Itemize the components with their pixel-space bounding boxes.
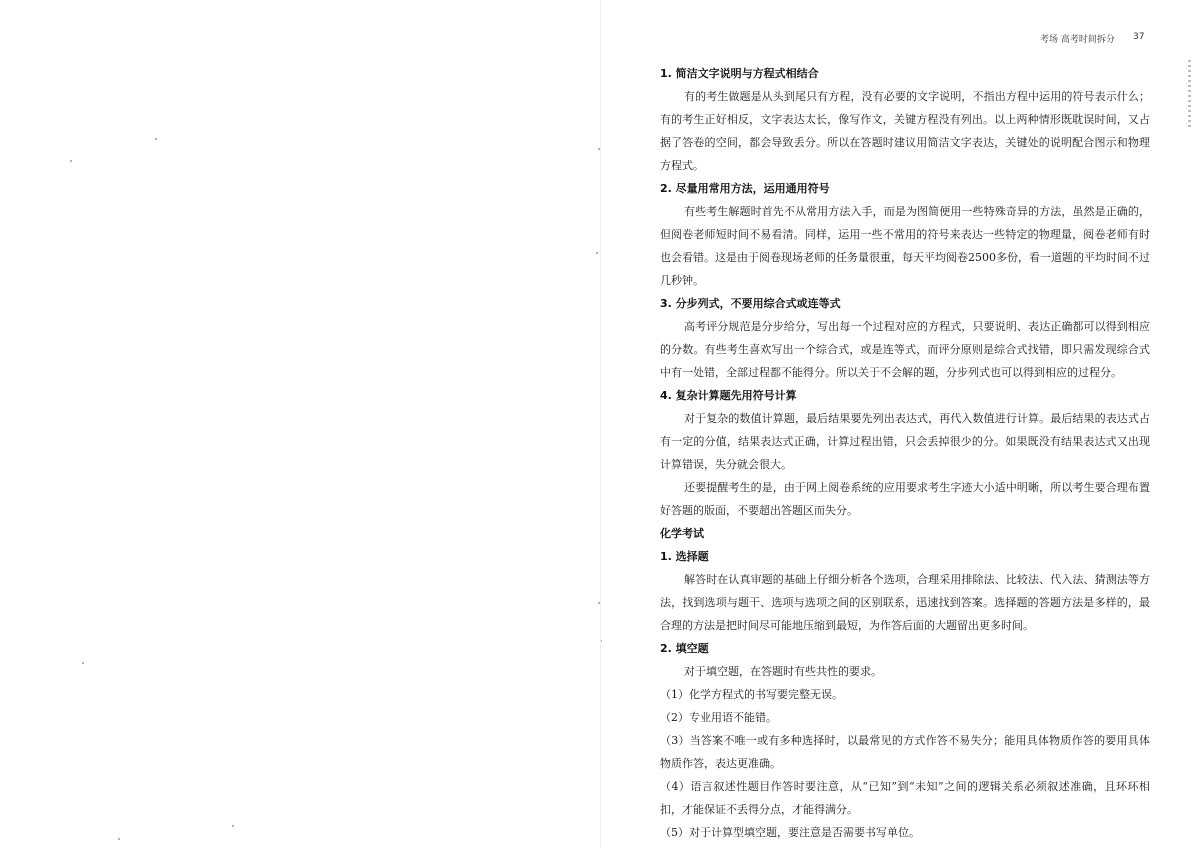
list-item: （3）当答案不唯一或有多种选择时，以最常见的方式作答不易失分；能用具体物质作答的要用具体物质作答，表达更准确。 [660,734,1150,770]
list-item: （5）对于计算型填空题，要注意是否需要书写单位。 [660,826,920,839]
paragraph: 有些考生解题时首先不从常用方法入手，而是为图简便用一些特殊奇异的方法，虽然是正确的，但阅卷老师短时间不易看清。同样，运用一些不常用的符号来表达一些特定的物理量，阅卷老师有时也会看错。这是由于阅卷现场老师的任务量很重，每天平均阅卷2500多份，看一道题的平均时间不过几秒钟。 [660,205,1150,287]
scan-edge-marks [1188,60,1191,130]
page-number: 37 [1133,32,1145,42]
paragraph: 对于填空题，在答题时有些共性的要求。 [684,665,882,678]
scan-speck [82,662,84,664]
scan-speck [232,825,234,827]
list-item: （4）语言叙述性题目作答时要注意，从“已知”到“未知”之间的逻辑关系必须叙述准确，且环环相扣，才能保证不丢得分点，才能得满分。 [660,780,1150,816]
page-content [660,62,1150,844]
paragraph: 解答时在认真审题的基础上仔细分析各个选项，合理采用排除法、比较法、代入法、猜测法等方法，找到选项与题干、选项与选项之间的区别联系，迅速找到答案。选择题的答题方法是多样的，最合理的方法是把时间尽可能地压缩到最短，为作答后面的大题留出更多时间。 [660,573,1150,632]
subject-heading: 化学考试 [660,527,704,540]
scan-speck [70,160,72,162]
paragraph: 有的考生做题是从头到尾只有方程，没有必要的文字说明，不指出方程中运用的符号表示什么；有的考生正好相反，文字表达太长，像写作文，关键方程没有列出。以上两种情形既耽误时间，又占据了答卷的空间，都会导致丢分。所以在答题时建议用简洁文字表达，关键处的说明配合图示和物理方程式。 [660,90,1150,172]
paragraph: 高考评分规范是分步给分，写出每一个过程对应的方程式，只要说明、表达正确都可以得到相应的分数。有些考生喜欢写出一个综合式，或是连等式，而评分原则是综合式找错，即只需发现综合式中有一处错，全部过程都不能得分。所以关于不会解的题，分步列式也可以得到相应的过程分。 [660,320,1150,379]
paragraph: 还要提醒考生的是，由于网上阅卷系统的应用要求考生字迹大小适中明晰，所以考生要合理布置好答题的版面，不要超出答题区而失分。 [660,481,1150,517]
section-heading: 1. 选择题 [660,550,709,563]
section-heading: 2. 尽量用常用方法，运用通用符号 [660,182,830,195]
section-heading: 2. 填空题 [660,642,709,655]
list-item: （2）专业用语不能错。 [660,711,777,724]
paragraph: 对于复杂的数值计算题，最后结果要先列出表达式，再代入数值进行计算。最后结果的表达式占有一定的分值，结果表达式正确，计算过程出错，只会丢掉很少的分。如果既没有结果表达式又出现计算错误，失分就会很大。 [660,412,1150,471]
header-section-title: 考场 高考时间拆分 [1040,35,1115,45]
running-header [1040,32,1150,46]
section-heading: 1. 简洁文字说明与方程式相结合 [660,67,819,80]
scan-speck [596,252,598,254]
scan-speck [118,838,120,840]
section-heading: 3. 分步列式，不要用综合式或连等式 [660,297,841,310]
section-heading: 4. 复杂计算题先用符号计算 [660,389,797,402]
list-item: （1）化学方程式的书写要完整无误。 [660,688,843,701]
page-fold [600,0,601,848]
scan-speck [155,138,157,140]
